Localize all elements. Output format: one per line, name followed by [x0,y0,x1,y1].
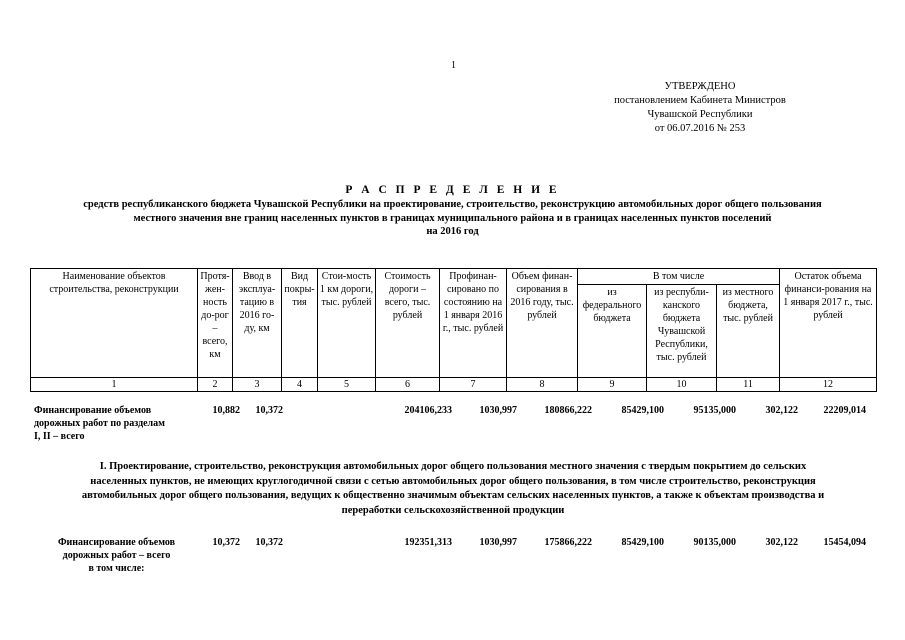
section-heading-line: населенных пунктов, не имеющих круглогодичной связи с сетью автомобильных дорог общего пользования, в том числе строительство, реконструкция [90,475,816,487]
header-surface-type: Вид покры-тия [282,269,318,378]
row-label-line: I, II – всего [34,431,85,442]
column-number-row [31,378,877,392]
column-number: 9 [578,378,647,392]
section-heading-line: автомобильных дорог общего пользования, ведущих к общественно значимым объектам сельских населенных пунктов, а также к объектам производства и [81,490,825,501]
header-commissioning: Ввод в эксплуа-тацию в 2016 го-ду, км [233,269,282,378]
section-heading-line: I. Проектирование, строительство, реконструкция автомобильных дорог общего пользования местного значения с твердым покрытием до сельских [99,461,807,472]
page-number: 1 [451,60,456,71]
subtitle-line-1: средств республиканского бюджета Чувашской Республики на проектирование, строительство, реконструкцию автомобильных дорог общего пользования [83,199,822,210]
cell-remaining-funding: 15454,094 [823,537,866,548]
table-row-section-total [0,536,905,582]
row-label [34,404,199,443]
cell-financed-to-date: 1030,997 [479,405,517,416]
header-cost-per-km: Стои-мость 1 км дороги, тыс. рублей [318,269,376,378]
column-number: 6 [376,378,440,392]
row-label-line: дорожных работ – всего [62,550,171,561]
row-label-line: Финансирование объемов [57,537,176,548]
table-row-total [0,404,905,448]
row-label-line: дорожных работ по разделам [34,418,165,429]
section-heading-line: переработки сельскохозяйственной продукции [341,504,565,516]
cell-road-length: 10,882 [212,405,240,416]
cell-republic-budget: 90135,000 [693,537,736,548]
header-object-name: Наименование объектов строительства, реконструкции [31,269,198,378]
header-remaining-funding: Остаток объема финанси-рования на 1 января 2017 г., тыс. рублей [780,269,877,378]
cell-total-cost: 192351,313 [404,537,452,548]
approval-line-2: постановлением Кабинета Министров [614,95,786,106]
cell-local-budget: 302,122 [765,537,798,548]
cell-republic-budget: 95135,000 [693,405,736,416]
column-number: 8 [507,378,578,392]
column-number: 1 [31,378,198,392]
cell-local-budget: 302,122 [765,405,798,416]
document-title-block [20,184,885,239]
header-federal-budget: из федерального бюджета [578,285,647,378]
column-number: 5 [318,378,376,392]
row-label [34,536,199,575]
distribution-table [30,268,877,392]
document-subtitle [20,198,885,239]
subtitle-line-2: местного значения вне границ населенных пунктов в границах муниципального района и в границах населенных пунктов поселений [133,212,772,224]
cell-federal-budget: 85429,100 [621,405,664,416]
header-including-group: В том числе [578,269,780,285]
cell-road-length: 10,372 [212,537,240,548]
column-number: 12 [780,378,877,392]
column-number: 4 [282,378,318,392]
column-number: 11 [717,378,780,392]
column-number: 3 [233,378,282,392]
row-label-line: в том числе: [88,563,145,574]
cell-remaining-funding: 22209,014 [823,405,866,416]
header-local-budget: из местного бюджета, тыс. рублей [717,285,780,378]
row-label-line: Финансирование объемов [34,405,152,416]
header-funding-2016: Объем финан-сирования в 2016 году, тыс. рублей [507,269,578,378]
cell-funding-2016: 175866,222 [544,537,592,548]
cell-commissioning: 10,372 [255,405,283,416]
header-republic-budget: из республи-канского бюджета Чувашской Республики, тыс. рублей [647,285,717,378]
column-number: 10 [647,378,717,392]
table-header-row [31,269,877,285]
cell-total-cost: 204106,233 [404,405,452,416]
header-financed-to-date: Профинан-сировано по состоянию на 1 января 2016 г., тыс. рублей [440,269,507,378]
section-heading [30,460,876,518]
document-title: Р А С П Р Е Д Е Л Е Н И Е [345,184,560,196]
column-number: 7 [440,378,507,392]
column-number: 2 [198,378,233,392]
cell-financed-to-date: 1030,997 [479,537,517,548]
subtitle-line-3: на 2016 год [426,226,479,237]
approval-line-4: от 06.07.2016 № 253 [654,123,746,134]
approval-line-1: УТВЕРЖДЕНО [664,81,736,92]
cell-commissioning: 10,372 [255,537,283,548]
cell-federal-budget: 85429,100 [621,537,664,548]
approval-line-3: Чувашской Республики [647,109,753,120]
approval-stamp [600,80,800,136]
cell-funding-2016: 180866,222 [544,405,592,416]
header-total-cost: Стоимость дороги – всего, тыс. рублей [376,269,440,378]
header-road-length: Протя-жен-ность до-рог – всего, км [198,269,233,378]
